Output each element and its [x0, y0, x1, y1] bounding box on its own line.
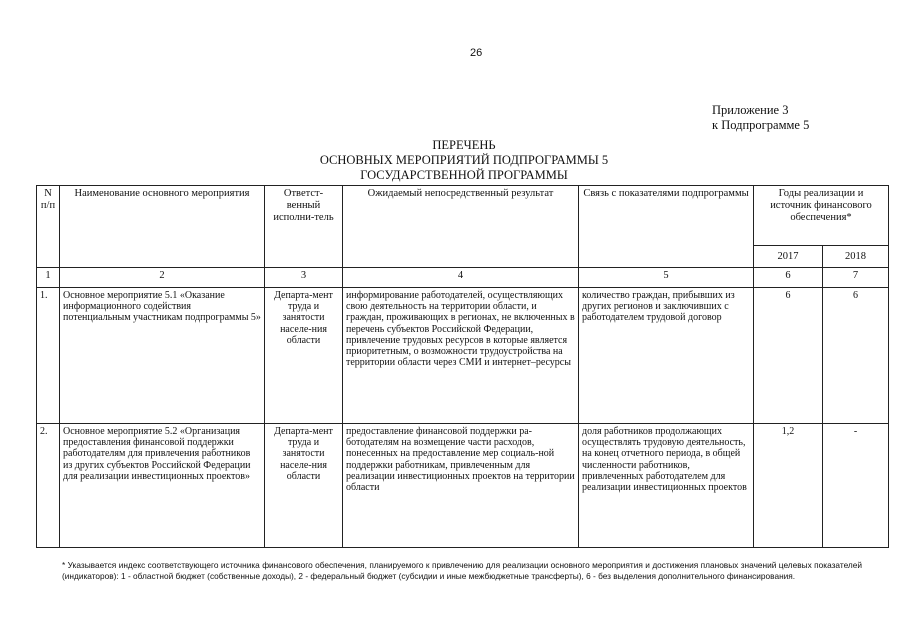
activities-table — [36, 185, 889, 548]
title-line-2: ОСНОВНЫХ МЕРОПРИЯТИЙ ПОДПРОГРАММЫ 5 — [319, 153, 609, 167]
header-year-2017: 2017 — [754, 246, 823, 268]
document-title — [236, 138, 692, 183]
row-2017: 1,2 — [754, 424, 823, 548]
table-row — [37, 424, 889, 548]
col-number: 3 — [265, 268, 343, 288]
row-num: 2. — [37, 424, 60, 548]
appendix-label — [712, 103, 809, 133]
row-name: Основное мероприятие 5.2 «Организация предоставления финансовой поддержки работодателям для привлечения работников из других субъектов Российской Федерации для реализации инвестиционных проектов» — [60, 424, 265, 548]
row-responsible: Департа-мент труда и занятости населе-ния области — [265, 288, 343, 424]
appendix-line-1: Приложение 3 — [712, 103, 789, 117]
row-2018: - — [823, 424, 889, 548]
footnote: * Указывается индекс соответствующего источника финансового обеспечения, планируемого к привлечению для реализации основного мероприятия и достижения плановых значений целевых показателей (индикаторов): 1 - областной бюджет (собственные доходы), 2 - федеральный бюджет (субсидии и иные межбюджетные трансферты), 6 - без выделения дополнительного финансирования. — [62, 560, 862, 581]
header-link: Связь с показателями подпрограммы — [579, 186, 754, 268]
col-number: 2 — [60, 268, 265, 288]
header-year-2018: 2018 — [823, 246, 889, 268]
row-result: информирование работодателей, осуществляющих свою деятельность на территории области, и граждан, проживающих в регионах, не включенных в перечень субъектов Российской Федерации, привлечение трудовых ресурсов в которые является приоритетным, о возможности трудоустройства на территории области через СМИ и интернет–ресурсы — [343, 288, 579, 424]
header-years: Годы реализации и источник финансового обеспечения* — [754, 186, 889, 246]
header-responsible: Ответст-венный исполни-тель — [265, 186, 343, 268]
header-num: N п/п — [37, 186, 60, 268]
header-name: Наименование основного мероприятия — [60, 186, 265, 268]
row-result: предоставление финансовой поддержки ра-ботодателям на возмещение части расходов, понесенных на предоставление мер социаль-ной поддержки работникам, привлеченным для реализации инвестиционных проектов на территории области — [343, 424, 579, 548]
title-line-1: ПЕРЕЧЕНЬ — [432, 138, 496, 152]
row-name: Основное мероприятие 5.1 «Оказание информационного содействия потенциальным участникам подпрограммы 5» — [60, 288, 265, 424]
col-number: 1 — [37, 268, 60, 288]
table-row — [37, 288, 889, 424]
appendix-line-2: к Подпрограмме 5 — [712, 118, 810, 132]
title-line-3: ГОСУДАРСТВЕННОЙ ПРОГРАММЫ — [360, 168, 568, 182]
page-number: 26 — [470, 47, 483, 59]
row-link: количество граждан, прибывших из других регионов и заключивших с работодателем трудовой договор — [579, 288, 754, 424]
row-num: 1. — [37, 288, 60, 424]
col-number: 7 — [823, 268, 889, 288]
header-result: Ожидаемый непосредственный результат — [343, 186, 579, 268]
col-number: 6 — [754, 268, 823, 288]
row-2017: 6 — [754, 288, 823, 424]
col-number: 4 — [343, 268, 579, 288]
row-2018: 6 — [823, 288, 889, 424]
row-responsible: Департа-мент труда и занятости населе-ния области — [265, 424, 343, 548]
column-number-row — [37, 268, 889, 288]
row-link: доля работников продолжающих осуществлять трудовую деятельность, на конец отчетного периода, в общей численности работников, привлеченных работодателем для реализации инвестиционных проектов — [579, 424, 754, 548]
col-number: 5 — [579, 268, 754, 288]
header-row — [37, 186, 889, 246]
